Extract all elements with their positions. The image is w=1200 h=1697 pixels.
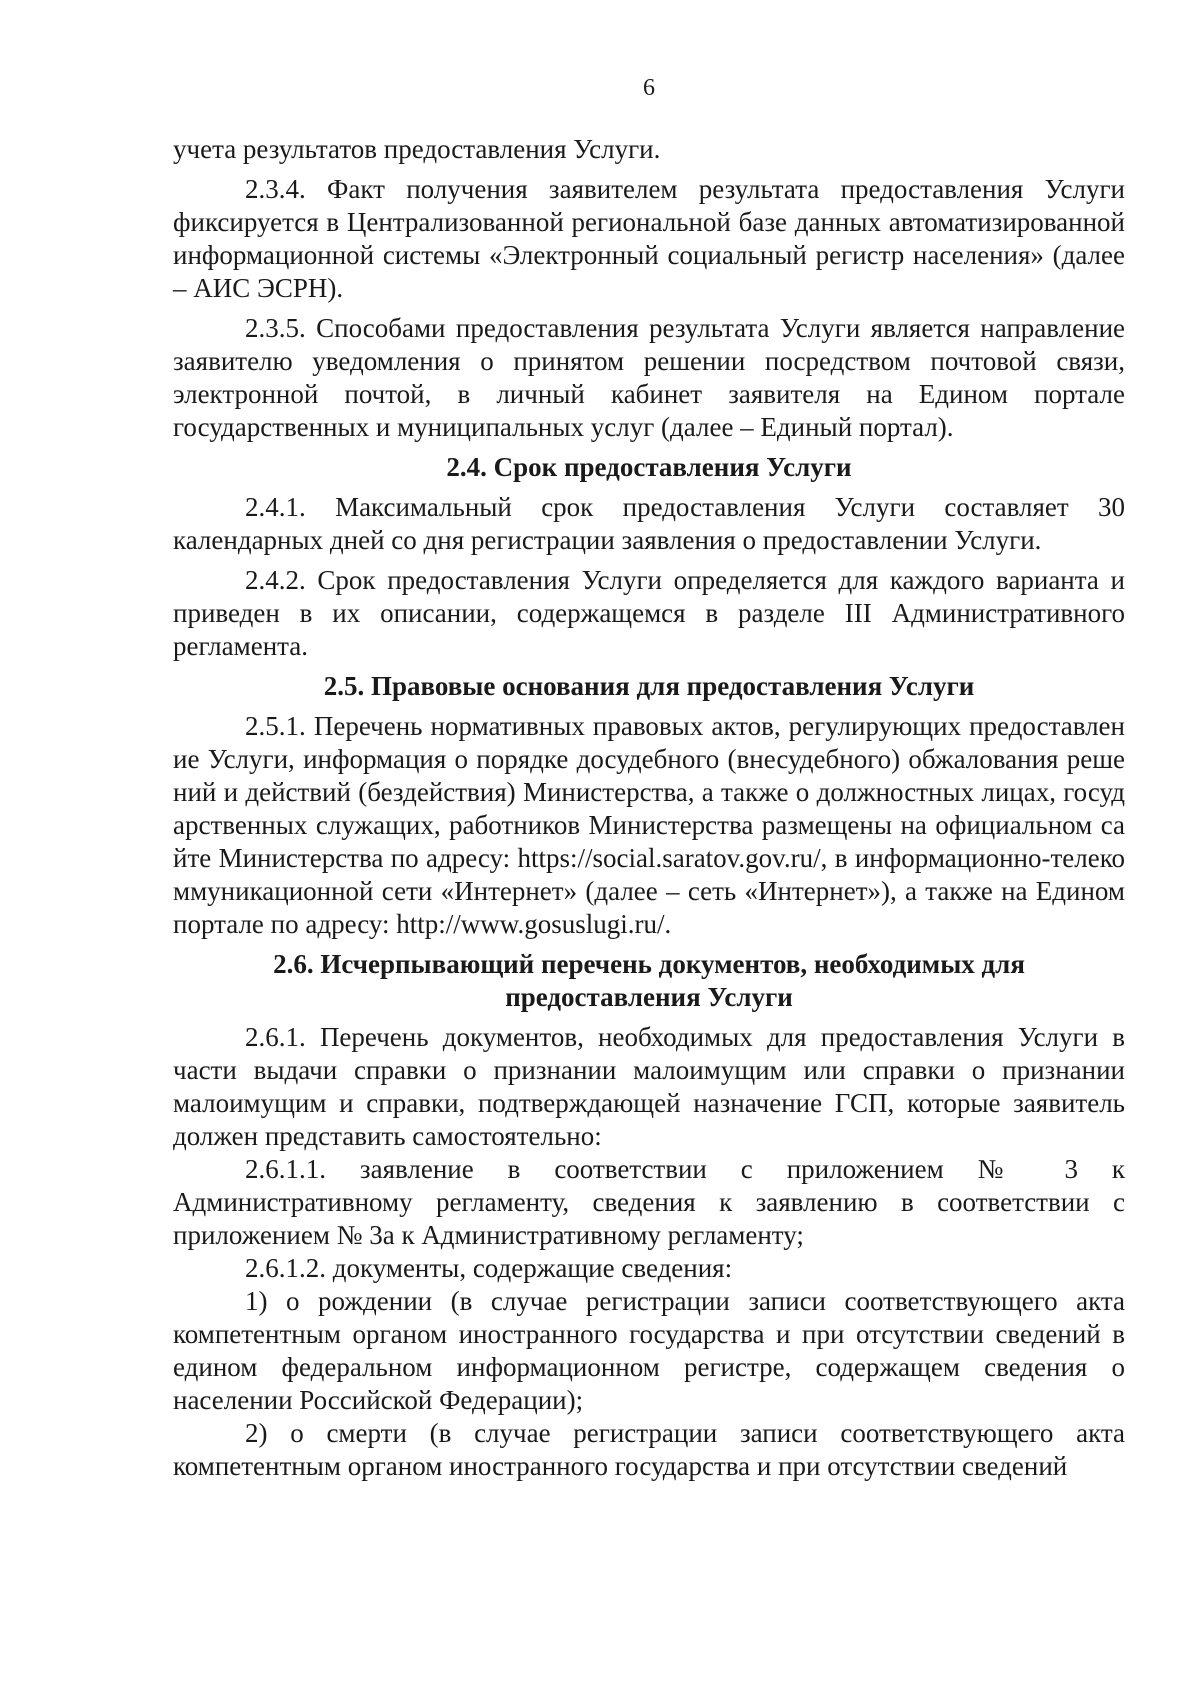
- paragraph-2-4-2: 2.4.2. Срок предоставления Услуги определяется для каждого варианта и приведен в их описании, содержащемся в разделе III Административного регламента.: [173, 565, 1125, 661]
- section-heading-2-6: 2.6. Исчерпывающий перечень документов, необходимых для предоставления Услуги: [273, 949, 1025, 1012]
- paragraph-2-4-1: 2.4.1. Максимальный срок предоставления Услуги составляет 30 календарных дней со дня регистрации заявления о предоставлении Услуги.: [173, 492, 1125, 555]
- paragraph-2-6-1-1: 2.6.1.1. заявление в соответствии с приложением № 3 к Административному регламенту, сведения к заявлению в соответствии с приложением № 3а к Административному регламенту;: [173, 1154, 1125, 1250]
- document-body: [173, 133, 1125, 1483]
- page-number: 6: [643, 75, 655, 101]
- paragraph-continuation: учета результатов предоставления Услуги.: [173, 134, 661, 164]
- list-item-2: 2) о смерти (в случае регистрации записи соответствующего акта компетентным органом иностранного государства и при отсутствии сведений: [173, 1418, 1125, 1481]
- section-heading-2-4: 2.4. Срок предоставления Услуги: [446, 452, 852, 482]
- paragraph-2-3-5: 2.3.5. Способами предоставления результата Услуги является направление заявителю уведомления о принятом решении посредством почтовой связи, электронной почтой, в личный кабинет заявителя на Едином портале государственных и муниципальных услуг (далее – Единый портал).: [173, 313, 1125, 442]
- paragraph-2-3-4: 2.3.4. Факт получения заявителем результата предоставления Услуги фиксируется в Централизованной региональной базе данных автоматизированной информационной системы «Электронный социальный регистр населения» (далее – АИС ЭСРН).: [173, 174, 1125, 303]
- paragraph-2-6-1-2: 2.6.1.2. документы, содержащие сведения:: [245, 1253, 733, 1283]
- paragraph-2-6-1: 2.6.1. Перечень документов, необходимых для предоставления Услуги в части выдачи справки о признании малоимущим или справки о признании малоимущим и справки, подтверждающей назначение ГСП, которые заявитель должен представить самостоятельно:: [173, 1022, 1125, 1151]
- list-item-1: 1) о рождении (в случае регистрации записи соответствующего акта компетентным органом иностранного государства и при отсутствии сведений в едином федеральном информационном регистре, содержащем сведения о населении Российской Федерации);: [173, 1286, 1125, 1415]
- paragraph-2-5-1: 2.5.1. Перечень нормативных правовых актов, регулирующих предоставление Услуги, информация о порядке досудебного (внесудебного) обжалования решений и действий (бездействия) Министерства, а также о должностных лицах, государственных служащих, работников Министерства размещены на официальном сайте Министерства по адресу: https://social.saratov.gov.ru/, в информационно-телекоммуникационной сети «Интернет» (далее – сеть «Интернет»), а также на Едином портале по адресу: http://www.gosuslugi.ru/.: [173, 711, 1125, 939]
- section-heading-2-5: 2.5. Правовые основания для предоставления Услуги: [323, 671, 975, 701]
